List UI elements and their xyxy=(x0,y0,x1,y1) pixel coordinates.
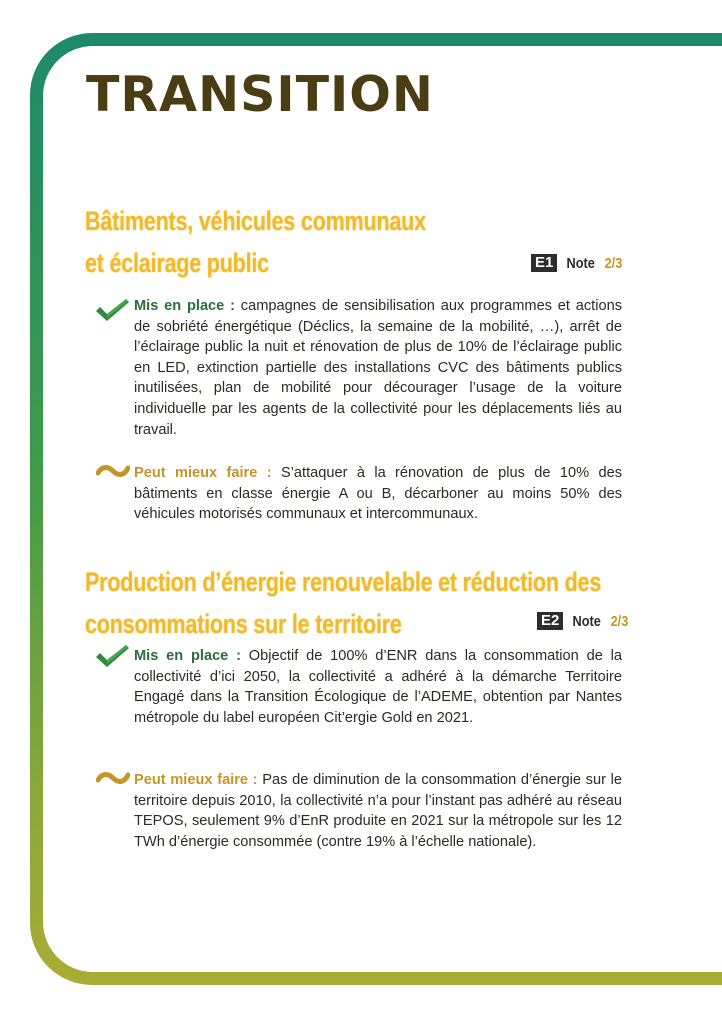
check-icon xyxy=(94,297,130,323)
grade-value: 2/3 xyxy=(610,612,628,630)
grade-label: Note xyxy=(572,612,602,630)
improve-label: Peut mieux faire : xyxy=(134,465,272,481)
done-text: Objectif de 100% d’ENR dans la consommation de la collectivité d’ici 2050, la collectivité a adhéré à la démarche Territoire Engagé dans la Transition Écologique de l’ADEME, obtention par Nantes métropole du label européen Cit’ergie Gold en 2021. xyxy=(134,648,622,726)
wave-icon xyxy=(96,464,130,478)
improve-item xyxy=(134,463,622,525)
section-heading xyxy=(85,200,426,284)
improve-text: S’attaquer à la rénovation de plus de 10% des bâtiments en classe énergie A ou B, décarboner au moins 50% des véhicules motorisés communaux et intercommunaux. xyxy=(134,465,623,523)
section-heading xyxy=(85,561,601,645)
section-heading-line: Production d’énergie renouvelable et réduction des xyxy=(85,567,602,597)
section-heading-line: Bâtiments, véhicules communaux xyxy=(85,206,426,236)
wave-icon xyxy=(96,771,130,785)
grade-badge xyxy=(537,612,630,630)
done-label: Mis en place : xyxy=(134,648,241,664)
improve-text: Pas de diminution de la consommation d’énergie sur le territoire depuis 2010, la collectivité n’a pour l’instant pas adhéré au réseau TEPOS, seulement 9% d’EnR produite en 2021 sur la métropole sur les 12 TWh d’énergie consommée (contre 19% à l’échelle nationale). xyxy=(134,772,623,850)
section-heading-line: et éclairage public xyxy=(85,248,269,278)
grade-code: E1 xyxy=(531,254,557,272)
grade-badge xyxy=(531,254,624,272)
improve-label: Peut mieux faire : xyxy=(134,772,258,788)
section-heading-line: consommations sur le territoire xyxy=(85,609,402,639)
done-item xyxy=(134,296,622,440)
grade-code: E2 xyxy=(537,612,563,630)
check-icon xyxy=(94,643,130,669)
done-item xyxy=(134,646,622,728)
done-text: campagnes de sensibilisation aux programmes et actions de sobriété énergétique (Déclics, la semaine de la mobilité, …), arrêt de l’éclairage public la nuit et rénovation de plus de 10% de l’éclairage public en LED, extinction partielle des installations CVC des bâtiments publics inutilisées, plan de mobilité pour décourager l’usage de la voiture individuelle par les agents de la collectivité pour les déplacements liés au travail. xyxy=(134,298,622,438)
grade-value: 2/3 xyxy=(604,254,622,272)
page-title: TRANSITION xyxy=(86,66,434,123)
grade-label: Note xyxy=(566,254,596,272)
improve-item xyxy=(134,770,622,852)
done-label: Mis en place : xyxy=(134,298,235,314)
